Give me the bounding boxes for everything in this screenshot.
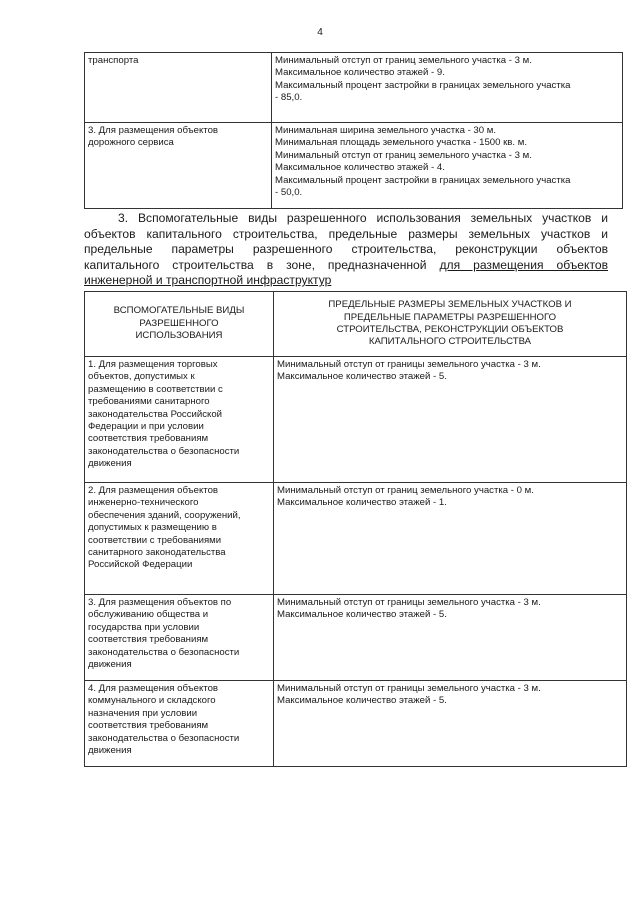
param-line: - 85,0.	[275, 92, 303, 104]
use-text: допустимых к размещению в	[88, 522, 217, 534]
use-cell	[85, 123, 272, 209]
use-text: объектов, допустимых к	[88, 371, 195, 383]
use-text: транспорта	[88, 55, 139, 66]
header-line: СТРОИТЕЛЬСТВА, РЕКОНСТРУКЦИИ ОБЪЕКТОВ	[336, 324, 564, 335]
param-line: Минимальный отступ от границ земельного участка - 3 м.	[275, 55, 532, 66]
use-text: соответствии с требованиями	[88, 534, 222, 546]
params-cell	[272, 53, 623, 123]
params-cell	[274, 357, 627, 483]
table-auxiliary-uses	[84, 291, 627, 767]
use-cell	[85, 53, 272, 123]
header-line: ПРЕДЕЛЬНЫЕ РАЗМЕРЫ ЗЕМЕЛЬНЫХ УЧАСТКОВ И	[328, 299, 572, 311]
use-text: государства при условии	[88, 621, 200, 633]
param-line: Минимальный отступ от границы земельного участка - 3 м.	[277, 683, 541, 694]
use-text: законодательства о безопасности	[88, 445, 240, 457]
use-text: санитарного законодательства	[88, 547, 226, 559]
use-cell	[85, 357, 274, 483]
table-row	[85, 483, 627, 595]
table-header-row	[85, 292, 627, 357]
use-text: назначения при условии	[88, 707, 198, 719]
use-text: 2. Для размещения объектов	[88, 485, 219, 496]
use-text: соответствия требованиям	[88, 720, 209, 732]
use-text: требованиями санитарного	[88, 396, 210, 408]
use-text: инженерно-технического	[88, 497, 199, 509]
param-line: - 50,0.	[275, 187, 303, 199]
use-text: размещению в соответствии с	[88, 383, 223, 395]
params-cell	[274, 483, 627, 595]
section-number: 3.	[118, 211, 129, 225]
use-text: обеспечения зданий, сооружений,	[88, 509, 241, 521]
use-text: Федерации и при условии	[88, 421, 204, 433]
use-cell	[85, 681, 274, 767]
param-line: Максимальное количество этажей - 5.	[277, 371, 447, 383]
table-row	[85, 53, 623, 123]
section-last-line: для размещения объектов инженерной и транспортной инфраструктур	[84, 257, 608, 288]
use-cell	[85, 483, 274, 595]
param-line: Минимальная площадь земельного участка - 1500 кв. м.	[275, 137, 527, 149]
param-line: Минимальный отступ от границ земельного участка - 3 м.	[275, 149, 532, 161]
param-line: Минимальный отступ от границы земельного участка - 3 м.	[277, 597, 541, 608]
table-row	[85, 595, 627, 681]
params-cell	[274, 681, 627, 767]
param-line: Максимальное количество этажей - 4.	[275, 162, 445, 174]
header-line: КАПИТАЛЬНОГО СТРОИТЕЛЬСТВА	[368, 336, 532, 348]
table-row	[85, 123, 623, 209]
params-cell	[274, 595, 627, 681]
header-line: ПРЕДЕЛЬНЫЕ ПАРАМЕТРЫ РАЗРЕШЕННОГО	[343, 311, 557, 323]
header-line: ВСПОМОГАТЕЛЬНЫЕ ВИДЫ	[113, 305, 245, 317]
use-text: соответствия требованиям	[88, 433, 209, 445]
header-use	[85, 292, 274, 357]
param-line: Максимальный процент застройки в границах земельного участка	[275, 79, 571, 91]
use-text: законодательства о безопасности	[88, 732, 240, 744]
use-text: движения	[88, 659, 132, 671]
header-line: ИСПОЛЬЗОВАНИЯ	[135, 330, 223, 342]
section-heading	[84, 211, 608, 289]
use-text: коммунального и складского	[88, 695, 216, 707]
use-text: Российской Федерации	[88, 559, 193, 571]
header-line: РАЗРЕШЕННОГО	[139, 317, 219, 329]
table-row	[85, 681, 627, 767]
param-line: Максимальное количество этажей - 5.	[277, 695, 447, 707]
table-row	[85, 357, 627, 483]
use-text: дорожного сервиса	[88, 137, 174, 149]
table-main-uses-continued	[84, 52, 623, 209]
params-cell	[272, 123, 623, 209]
use-text: 3. Для размещения объектов	[88, 125, 219, 136]
use-text: обслуживанию общества и	[88, 609, 209, 621]
section-text: Вспомогательные виды разрешенного использования земельных участков и объектов капитального строительства, предельные размеры земельных участков и предельные параметры разрешенного строительства, реконструкции объектов капитального строительства в зоне, предназначенной	[84, 211, 608, 272]
param-line: Максимальное количество этажей - 5.	[277, 609, 447, 621]
use-text: 3. Для размещения объектов по	[88, 597, 232, 608]
use-text: движения	[88, 458, 132, 470]
use-text: соответствия требованиям	[88, 634, 209, 646]
param-line: Максимальное количество этажей - 1.	[277, 497, 447, 509]
param-line: Минимальный отступ от границ земельного участка - 0 м.	[277, 485, 534, 496]
use-text: движения	[88, 745, 132, 757]
param-line: Максимальный процент застройки в границах земельного участка	[275, 174, 571, 186]
param-line: Максимальное количество этажей - 9.	[275, 67, 445, 79]
use-text: законодательства о безопасности	[88, 646, 240, 658]
use-cell	[85, 595, 274, 681]
param-line: Минимальная ширина земельного участка - 30 м.	[275, 125, 497, 136]
param-line: Минимальный отступ от границы земельного участка - 3 м.	[277, 359, 541, 370]
use-text: 1. Для размещения торговых	[88, 359, 218, 370]
use-text: законодательства Российской	[88, 408, 223, 420]
page-number: 4	[317, 27, 323, 38]
use-text: 4. Для размещения объектов	[88, 683, 219, 694]
header-params	[274, 292, 627, 357]
